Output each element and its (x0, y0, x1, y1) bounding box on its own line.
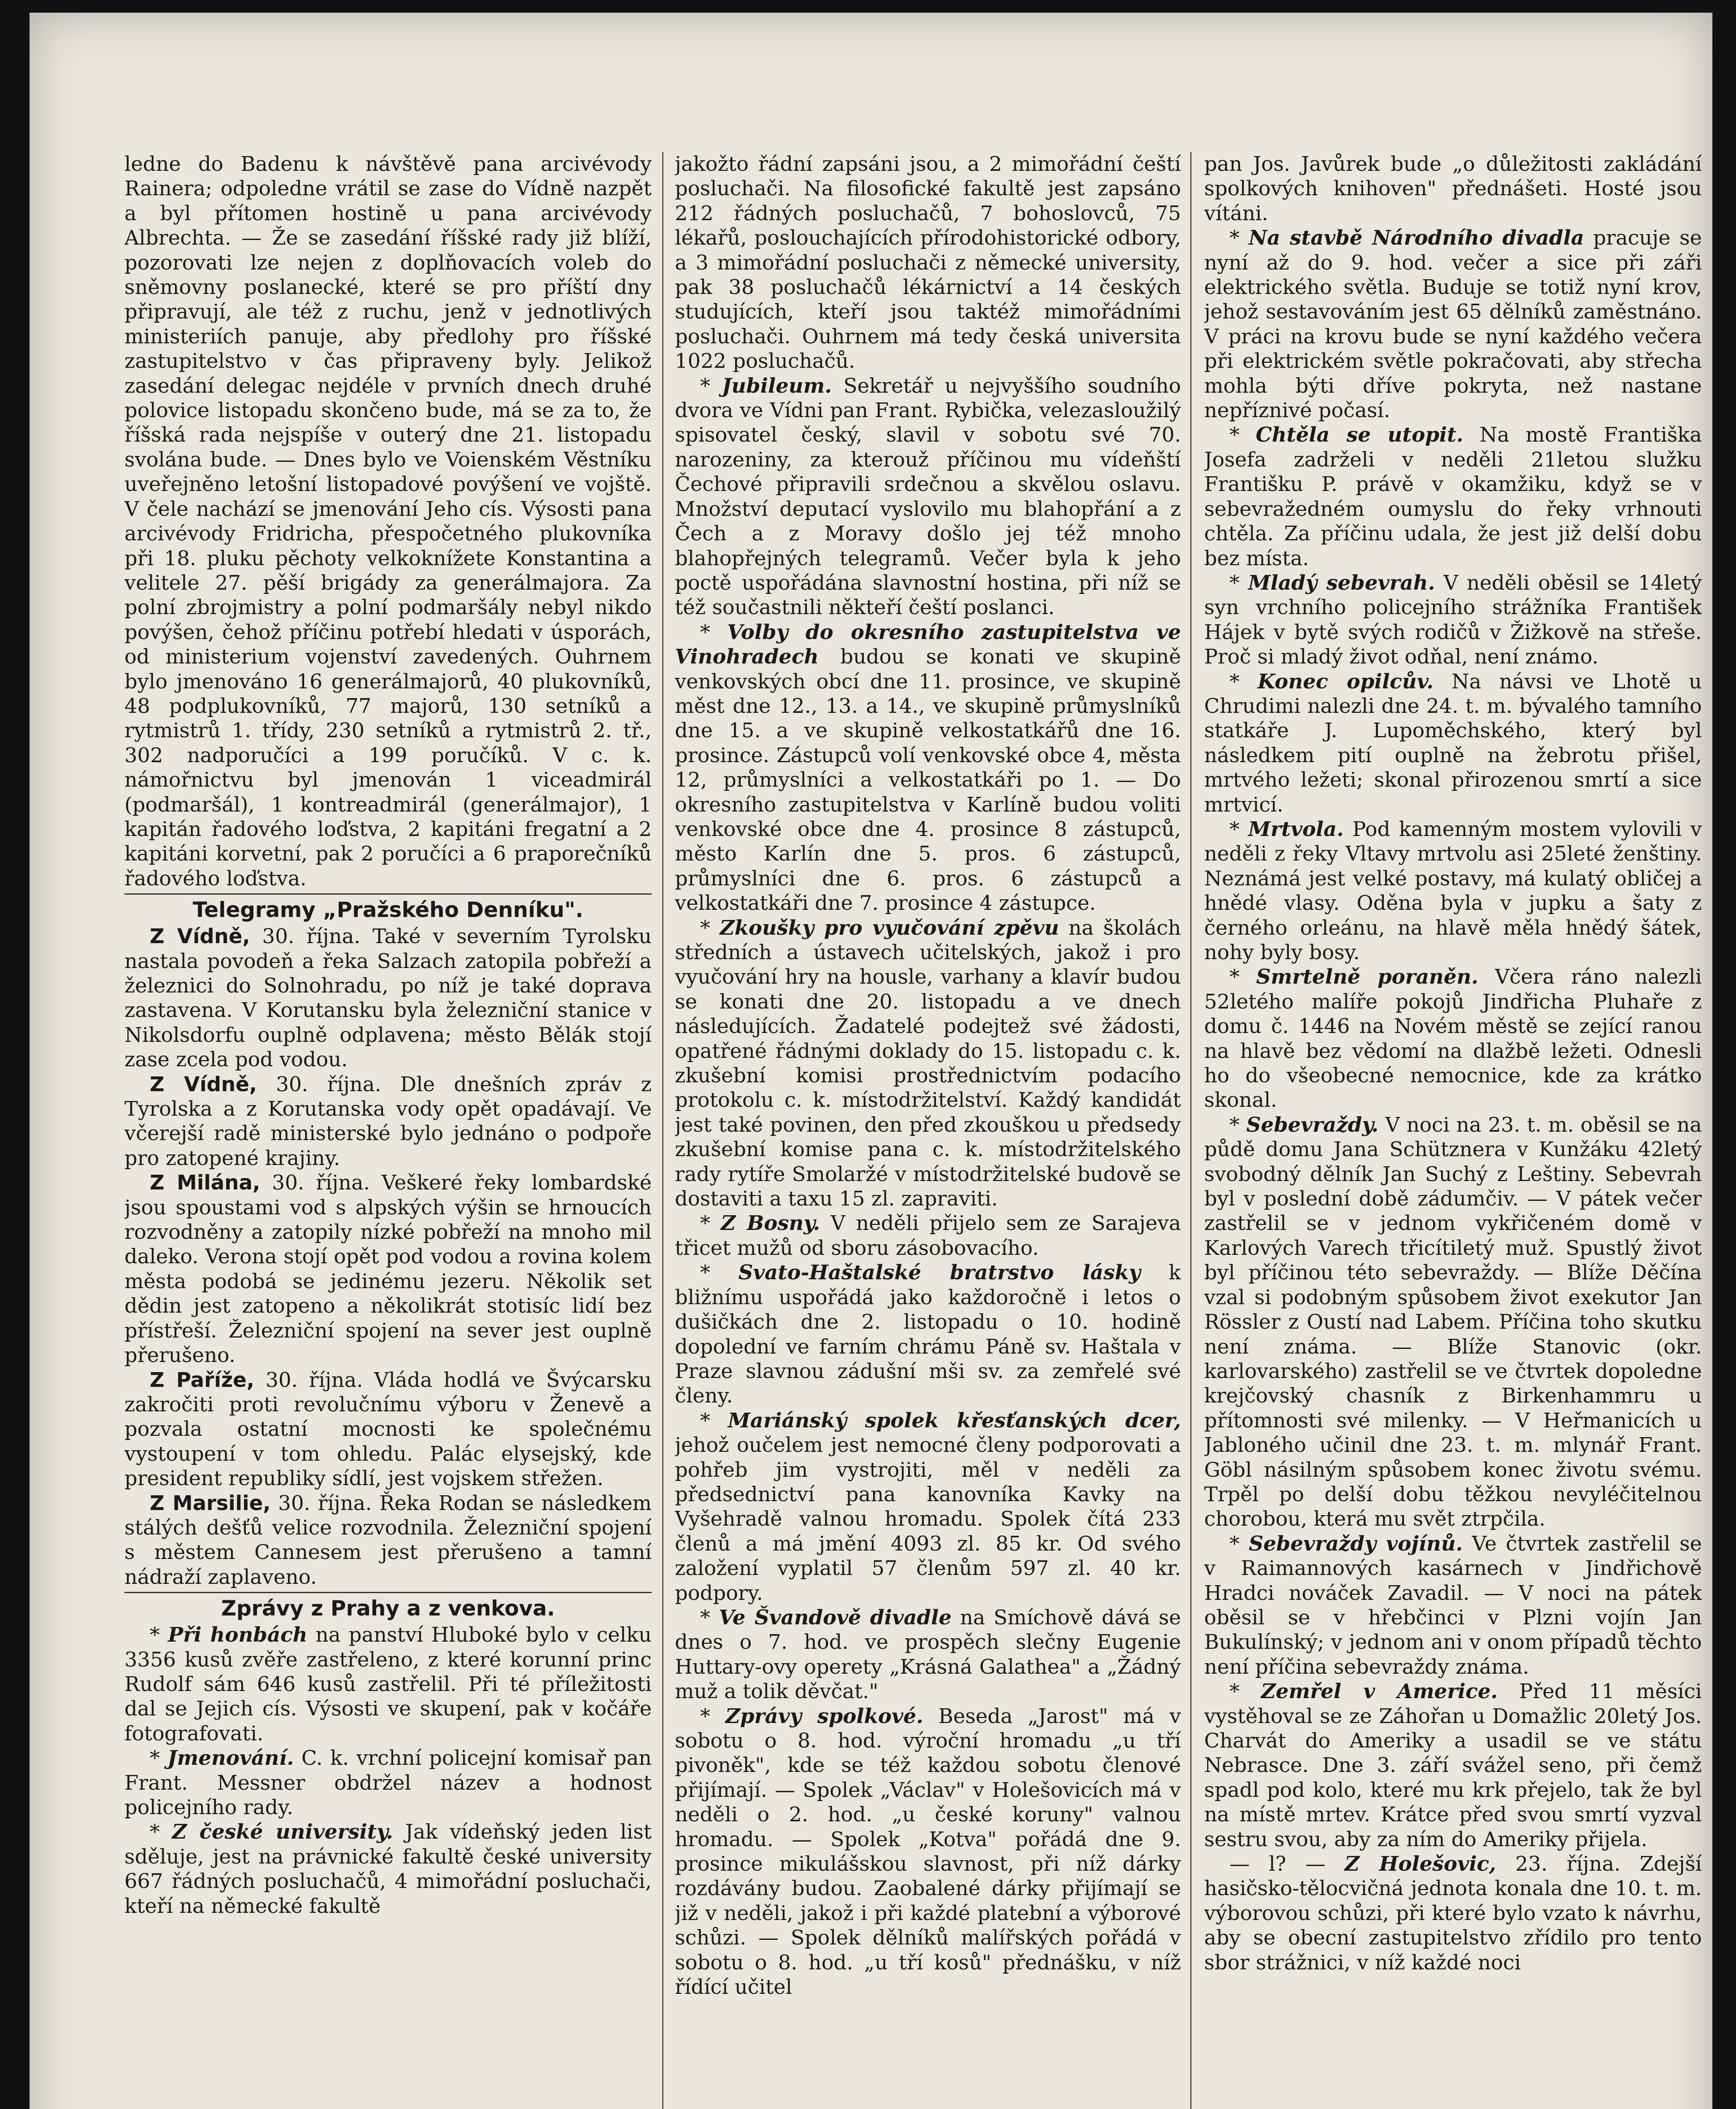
dateline: Z Vídně, (150, 1072, 257, 1096)
news-text: Pod kamenným mostem vylovili v neděli z řeky Vltavy mrtvolu asi 25leté ženštiny. Neznámá jest velké postavy, má kulatý obličej a hnědé vlasy. Oděna byla v jupku a šaty z černého orleánu, na hlavě měla hnědý šátek, nohy byly bosy. (1204, 817, 1702, 964)
news-text: jehož oučelem jest nemocné členy podporovati a pohřeb jim vystrojiti, měl v neděli za předsednictví pana kanovníka Kavky na Vyšehradě valnou hromadu. Spolek čítá 233 členů a má jmění 4093 zl. 85 kr. Od svého založení vyplatil 57 členům 597 zl. 40 kr. podpory. (675, 1433, 1181, 1605)
news-rubric: Jmenování. (167, 1746, 294, 1770)
newspaper-page (30, 13, 1712, 2109)
news-rubric: Sebevraždy vojínů. (1248, 1532, 1463, 1556)
news-item: * Ve Švandově divadle na Smíchově dává se dnes o 7. hod. ve prospěch slečny Eugenie Huttary-ovy operety „Krásná Galathea" a „Žádný muž a tolik děvčat." (675, 1605, 1181, 1704)
news-text: na Smíchově dává se dnes o 7. hod. ve prospěch slečny Eugenie Huttary-ovy operety „Krásná Galathea" a „Žádný muž a tolik děvčat." (675, 1605, 1181, 1704)
news-text: V neděli přijelo sem ze Sarajeva třicet mužů od sboru zásobovacího. (675, 1211, 1181, 1260)
news-rubric: Volby do okresního zastupitelstva ve Vinohradech (675, 620, 1181, 669)
telegram-item (124, 924, 652, 1072)
news-rubric: Z Holešovic, (1345, 1852, 1496, 1876)
column-2 (675, 152, 1181, 2109)
news-text: Včera ráno nalezli 52letého malíře pokojů Jindřicha Pluhaře z domu č. 1446 na Novém městě se zející ranou na hlavě bez vědomí na dlažbě ležeti. Odnesli ho do všeobecné nemocnice, kde za krátko skonal. (1204, 965, 1702, 1112)
news-item: * Volby do okresního zastupitelstva ve Vinohradech budou se konati ve skupině venkovských obcí dne 11. prosince, ve skupině měst dne 12., 13. a 14., ve skupině průmyslníků dne 15. a ve skupině velkostatkářů dne 16. prosince. Zástupců volí venkovské obce 4, města 12, průmyslníci a velkostatkáři po 1. — Do okresního zastupitelstva v Karlíně budou voliti venkovské obce dne 4. prosince 8 zástupců, město Karlín dne 5. pros. 6 zástupců, průmyslníci dne 6. pros. 6 zástupců a velkostatkáři dne 7. prosince 4 zástupce. (675, 620, 1181, 915)
telegram-text: 30. října. Dle dnešních zpráv z Tyrolska a z Korutanska vody opět opadávají. Ve včerejší radě ministerské bylo jednáno o podpoře pro zatopené krajiny. (124, 1072, 652, 1170)
news-text: Jak vídeňský jeden list sděluje, jest na právnické fakultě české university 667 řádných posluchačů, 4 mimořádní posluchači, kteří na německé fakultě (124, 1820, 652, 1918)
news-rubric: Z Bosny. (721, 1211, 820, 1235)
news-item: * Sebevraždy. V noci na 23. t. m. oběsil se na půdě domu Jana Schütznera v Kunžáku 42letý svobodný dělník Jan Suchý z Leštiny. Sebevrah byl v poslední době zádumčiv. — V pátek večer zastřelil se v jednom vykřičeném domě v Karlových Varech třicítiletý muž. Spustlý život byl příčinou této sebevraždy. — Blíže Děčína vzal si podobným spůsobem život exekutor Jan Rössler z Oustí nad Labem. Příčina toho skutku není známa. — Blíže Stanovic (okr. karlovarského) zastřelil se ve čtvrtek dopoledne krejčovský chasník z Birkenhammru u přítomnosti své milenky. — V Heřmanicích u Jabloného učinil dne 23. t. m. mlynář Frant. Göbl násilným spůsobem konec životu svému. Trpěl po delší dobu těžkou nevyléčitelnou chorobou, která mu svět ztrpčila. (1204, 1113, 1702, 1531)
news-text: budou se konati ve skupině venkovských obcí dne 11. prosince, ve skupině měst dne 12., 13. a 14., ve skupině průmyslníků dne 15. a ve skupině velkostatkářů dne 16. prosince. Zástupců volí venkovské obce 4, města 12, průmyslníci a velkostatkáři po 1. — Do okresního zastupitelstva v Karlíně budou voliti venkovské obce dne 4. prosince 8 zástupců, město Karlín dne 5. pros. 6 zástupců, průmyslníci dne 6. pros. 6 zástupců a velkostatkáři dne 7. prosince 4 zástupce. (675, 645, 1181, 915)
news-item: * Svato-Haštalské bratrstvo lásky k bližnímu uspořádá jako každoročně i letos o dušičkách dne 2. listopadu o 10. hodině dopolední ve farním chrámu Páně sv. Haštala v Praze slavnou zádušní mši sv. za zemřelé své členy. (675, 1261, 1181, 1408)
divider (124, 893, 652, 895)
news-rubric: Na stavbě Národního divadla (1248, 226, 1584, 250)
news-item: * Chtěla se utopit. Na mostě Františka Josefa zadrželi v neděli 21letou služku Františku P. právě v okamžiku, když se v sebevražedném oumyslu do řeky vrhnouti chtěla. Za příčinu udala, že jest již delší dobu bez místa. (1204, 423, 1702, 570)
news-text: Na mostě Františka Josefa zadrželi v neděli 21letou služku Františku P. právě v okamžiku, když se v sebevražedném oumyslu do řeky vrhnouti chtěla. Za příčinu udala, že jest již delší dobu bez místa. (1204, 423, 1702, 570)
news-rubric: Z české university. (172, 1820, 393, 1844)
news-item: * Z Bosny. V neděli přijelo sem ze Sarajeva třicet mužů od sboru zásobovacího. (675, 1211, 1181, 1260)
news-rubric: Zkoušky pro vyučování zpěvu (720, 916, 1059, 940)
article-paragraph: ledne do Badenu k návštěvě pana arcivévody Rainera; odpoledne vrátil se zase do Vídně nazpět a byl přítomen hostině u pana arcivévody Albrechta. — Že se zasedání říšské rady již blíží, pozorovati lze nejen z doplňovacích voleb do sněmovny poslanecké, které se pro příští dny připravují, ale též z ruchu, jenž v jednotlivých ministeriích panuje, aby předlohy pro říšské zastupitelstvo v čas připraveny byly. Jelikož zasedání delegac nejdéle v prvních dnech druhé polovice listopadu skončeno bude, má se za to, že říšská rada nejspíše v outerý dne 21. listopadu svolána bude. — Dnes bylo ve Voienském Věstníku uveřejněno letošní listopadové povýšení ve vojště. V čele nachází se jmenování Jeho cís. Výsosti pana arcivévody Fridricha, přespočetného plukovníka při 18. pluku pěchoty velkoknížete Konstantina a velitele 27. pěší brigády za generálmajora. Za polní zbrojmistry a polní podmaršály nebyl nikdo povýšen, čehož příčinu potřebí hledati v úsporách, od ministerium vojenství zavedených. Ouhrnem bylo jmenováno 16 generálmajorů, 40 plukovníků, 48 podplukovníků, 77 majorů, 130 setníků a rytmistrů 1. třídy, 230 setníků a rytmistrů 2. tř., 302 nadporučíci a 199 poručíků. V c. k. námořnictvu byl jmenován 1 viceadmirál (podmaršál), 1 kontreadmirál (generálmajor), 1 kapitán řadového loďstva, 2 kapitáni fregatní a 2 kapitáni korvetní, pak 2 poručíci a 6 praporečníků řadového loďstva. (124, 152, 652, 890)
news-item: * Při honbách na panství Hluboké bylo v celku 3356 kusů zvěře zastřeleno, z které korunní princ Rudolf sám 646 kusů zastřelil. Při té příležitosti dal se Jejich cís. Výsosti ve skupení, pak v kočáře fotografovati. (124, 1623, 652, 1745)
news-text: Na návsi ve Lhotě u Chrudimi nalezli dne 24. t. m. bývalého tamního statkáře J. Lupoměchského, který byl následkem pití ouplně na žebrotu přišel, mrtvého ležeti; skonal přirozenou smrtí a sice mrtvicí. (1204, 669, 1702, 817)
dateline: Z Paříže, (150, 1368, 254, 1392)
news-text: na školách středních a ústavech učitelských, jakož i pro vyučování hry na housle, varhany a klavír budou se konati dne 20. listopadu a ve dnech následujících. Žadatelé podejtež své žádosti, opatřené řádnými doklady do 15. listopadu c. k. zkušební komisi prostřednictvím podacího protokolu c. k. místodržitelství. Každý kandidát jest také povinen, den před zkouškou u předsedy zkušební komise pana c. k. místodržitelského rady rytíře Smolaržé v místodržitelské budově se dostaviti a taxu 15 zl. zapraviti. (675, 916, 1181, 1211)
news-item: * Konec opilcův. Na návsi ve Lhotě u Chrudimi nalezli dne 24. t. m. bývalého tamního statkáře J. Lupoměchského, který byl následkem pití ouplně na žebrotu přišel, mrtvého ležeti; skonal přirozenou smrtí a sice mrtvicí. (1204, 669, 1702, 817)
news-item: * Mariánský spolek křesťanských dcer, jehož oučelem jest nemocné členy podporovati a pohřeb jim vystrojiti, měl v neděli za předsednictví pana kanovníka Kavky na Vyšehradě valnou hromadu. Spolek čítá 233 členů a má jmění 4093 zl. 85 kr. Od svého založení vyplatil 57 členům 597 zl. 40 kr. podpory. (675, 1408, 1181, 1605)
news-rubric: Při honbách (168, 1623, 307, 1647)
telegram-text: 30. října. Vláda hodlá ve Švýcarsku zakročiti proti revolučnímu výboru v Ženevě a pozvala ostatní mocnosti ke společnému vystoupení v tom ohledu. Palác elysejský, kde president republiky sídlí, jest vojskem střežen. (124, 1368, 652, 1491)
section-heading-telegrams: Telegramy „Pražského Denníku". (192, 898, 584, 922)
telegram-text: 30. října. Také v severním Tyrolsku nastala povodeň a řeka Salzach zatopila pobřeží a železnici do Solnohradu, po níž je také doprava zastavena. V Korutansku byla železniční stanice v Nikolsdorfu ouplně odplavena; město Bělák stojí zase zcela pod vodou. (124, 925, 652, 1072)
news-rubric: Zemřel v Americe. (1261, 1680, 1498, 1704)
dateline: Z Vídně, (150, 925, 250, 949)
news-item: * Zemřel v Americe. Před 11 měsíci vystěhoval se ze Záhořan u Domažlic 20letý Jos. Charvát do Ameriky a usadil se ve státu Nebrasce. Dne 3. září svážel seno, při čemž spadl pod kolo, které mu krk přejelo, tak že byl na místě mrtev. Krátce před svou smrtí vyzval sestru svou, aby za ním do Ameriky přijela. (1204, 1680, 1702, 1851)
author-mark: — l? — (1229, 1852, 1345, 1876)
dateline: Z Milána, (150, 1171, 260, 1195)
news-text: na panství Hluboké bylo v celku 3356 kusů zvěře zastřeleno, z které korunní princ Rudolf sám 646 kusů zastřelil. Při té příležitosti dal se Jejich cís. Výsosti ve skupení, pak v kočáře fotografovati. (124, 1623, 652, 1745)
news-rubric: Zprávy spolkové. (725, 1704, 924, 1728)
news-item: * Zkoušky pro vyučování zpěvu na školách středních a ústavech učitelských, jakož i pro vyučování hry na housle, varhany a klavír budou se konati dne 20. listopadu a ve dnech následujících. Žadatelé podejtež své žádosti, opatřené řádnými doklady do 15. listopadu c. k. zkušební komisi prostřednictvím podacího protokolu c. k. místodržitelství. Každý kandidát jest také povinen, den před zkouškou u předsedy zkušební komise pana c. k. místodržitelského rady rytíře Smolaržé v místodržitelské budově se dostaviti a taxu 15 zl. zapraviti. (675, 916, 1181, 1211)
dateline: Z Marsilie, (150, 1491, 271, 1515)
column-1 (124, 152, 652, 2109)
telegram-item (124, 1491, 652, 1590)
news-item: * Na stavbě Národního divadla pracuje se nyní až do 9. hod. večer a sice při záři elektrického světla. Buduje se totiž nyní krov, jehož sestavováním jest 65 dělníků zaměstnáno. V práci na krovu bude se nyní každého večera při elektrickém světle pokračovati, aby střecha mohla býti dříve pokryta, než nastane nepříznivé počasí. (1204, 226, 1702, 423)
column-rule (1190, 152, 1191, 2109)
news-text: V noci na 23. t. m. oběsil se na půdě domu Jana Schütznera v Kunžáku 42letý svobodný dělník Jan Suchý z Leštiny. Sebevrah byl v poslední době zádumčiv. — V pátek večer zastřelil se v jednom vykřičeném domě v Karlových Varech třicítiletý muž. Spustlý život byl příčinou této sebevraždy. — Blíže Děčína vzal si podobným spůsobem život exekutor Jan Rössler z Oustí nad Labem. Příčina toho skutku není známa. — Blíže Stanovic (okr. karlovarského) zastřelil se ve čtvrtek dopoledne krejčovský chasník z Birkenhammru u přítomnosti své milenky. — V Heřmanicích u Jabloného učinil dne 23. t. m. mlynář Frant. Göbl násilným spůsobem konec životu svému. Trpěl po delší dobu těžkou nevyléčitelnou chorobou, která mu svět ztrpčila. (1204, 1113, 1702, 1531)
article-paragraph: pan Jos. Javůrek bude „o důležitosti zakládání spolkových knihoven" přednášeti. Hosté jsou vítáni. (1204, 152, 1702, 225)
telegram-item (124, 1072, 652, 1171)
divider (124, 1592, 652, 1593)
news-item: * Jmenování. C. k. vrchní policejní komisař pan Frant. Messner obdržel název a hodnost policejního rady. (124, 1746, 652, 1819)
news-item: * Mrtvola. Pod kamenným mostem vylovili v neděli z řeky Vltavy mrtvolu asi 25leté ženštiny. Neznámá jest velké postavy, má kulatý obličej a hnědé vlasy. Oděna byla v jupku a šaty z černého orleánu, na hlavě měla hnědý šátek, nohy byly bosy. (1204, 817, 1702, 964)
news-rubric: Jubileum. (722, 374, 832, 398)
news-rubric: Mladý sebevrah. (1248, 571, 1435, 595)
news-rubric: Sebevraždy. (1246, 1113, 1379, 1137)
news-item: * Smrtelně poraněn. Včera ráno nalezli 52letého malíře pokojů Jindřicha Pluhaře z domu č. 1446 na Novém městě se zející ranou na hlavě bez vědomí na dlažbě ležeti. Odnesli ho do všeobecné nemocnice, kde za krátko skonal. (1204, 965, 1702, 1112)
news-item: * Sebevraždy vojínů. Ve čtvrtek zastřelil se v Raimannových kasárnech v Jindřichově Hradci nováček Zavadil. — V noci na pátek oběsil se v hřebčinci v Plzni vojín Jan Bukulínský; v jednom ani v onom případů těchto není příčina sebevraždy známa. (1204, 1532, 1702, 1679)
news-rubric: Smrtelně poraněn. (1256, 965, 1479, 989)
telegram-item (124, 1170, 652, 1367)
telegram-text: 30. října. Řeka Rodan se následkem stálých dešťů velice rozvodnila. Železniční spojení s městem Cannesem jest přerušeno a tamní nádraží zaplaveno. (124, 1491, 652, 1589)
news-text: Před 11 měsíci vystěhoval se ze Záhořan u Domažlic 20letý Jos. Charvát do Ameriky a usadil se ve státu Nebrasce. Dne 3. září svážel seno, při čemž spadl pod kolo, které mu krk přejelo, tak že byl na místě mrtev. Krátce před svou smrtí vyzval sestru svou, aby za ním do Ameriky přijela. (1204, 1680, 1702, 1851)
news-rubric: Svato-Haštalské bratrstvo lásky (738, 1261, 1141, 1285)
news-item: * Jubileum. Sekretář u nejvyššího soudního dvora ve Vídni pan Frant. Rybička, velezasloužilý spisovatel český, slavil v sobotu své 70. narozeniny, za kterouž příčinou mu vídeňští Čechové připravili srdečnou a skvělou oslavu. Množství deputací vyslovilo mu blahopřání a z Čech a z Moravy došlo jej též mnoho blahopřejných telegramů. Večer byla k jeho poctě uspořádána slavnostní hostina, při níž se též součastnili někteří čeští poslanci. (675, 374, 1181, 620)
news-text: Sekretář u nejvyššího soudního dvora ve Vídni pan Frant. Rybička, velezasloužilý spisovatel český, slavil v sobotu své 70. narozeniny, za kterouž příčinou mu vídeňští Čechové připravili srdečnou a skvělou oslavu. Množství deputací vyslovilo mu blahopřání a z Čech a z Moravy došlo jej též mnoho blahopřejných telegramů. Večer byla k jeho poctě uspořádána slavnostní hostina, při níž se též součastnili někteří čeští poslanci. (675, 374, 1181, 620)
section-heading-news: Zprávy z Prahy a z venkova. (221, 1596, 555, 1621)
news-item (1204, 1852, 1702, 1975)
column-3 (1204, 152, 1702, 2109)
news-text: k bližnímu uspořádá jako každoročně i letos o dušičkách dne 2. listopadu o 10. hodině dopolední ve farním chrámu Páně sv. Haštala v Praze slavnou zádušní mši sv. za zemřelé své členy. (675, 1261, 1181, 1408)
telegram-item (124, 1368, 652, 1491)
news-item: * Mladý sebevrah. V neděli oběsil se 14letý syn vrchního policejního strážníka František Hájek v bytě svých rodičů v Žižkově na střeše. Proč si mladý život odňal, není známo. (1204, 571, 1702, 669)
news-text: 23. října. Zdejší hasičsko-tělocvičná jednota konala dne 10. t. m. výborovou schůzi, při které bylo vzato k návrhu, aby se obecní zastupitelstvo zřídilo pro tento sbor strážnici, v níž každé noci (1204, 1852, 1702, 1974)
news-item: * Zprávy spolkové. Beseda „Jarost" má v sobotu o 8. hod. výroční hromadu „u tří pivoněk", kde se též každou sobotu členové přijímají. — Spolek „Václav" v Holešovicích má v neděli o 2. hod. „u české koruny" valnou hromadu. — Spolek „Kotva" pořádá dne 9. prosince mikulášskou slavnost, při níž dárky rozdávány budou. Zaobalené dárky přijímají se již v neděli, jakož i při každé platební a výborové schůzi. — Spolek dělníků malířských pořádá v sobotu o 8. hod. „u tří kosů" přednášku, v níž řídící učitel (675, 1704, 1181, 1999)
news-text: C. k. vrchní policejní komisař pan Frant. Messner obdržel název a hodnost policejního rady. (124, 1746, 652, 1819)
news-rubric: Mrtvola. (1248, 817, 1344, 841)
news-rubric: Mariánský spolek křesťanských dcer, (728, 1408, 1181, 1432)
news-rubric: Ve Švandově divadle (719, 1605, 952, 1629)
news-rubric: Chtěla se utopit. (1256, 423, 1464, 447)
news-item: * Z české university. Jak vídeňský jeden list sděluje, jest na právnické fakultě české university 667 řádných posluchačů, 4 mimořádní posluchači, kteří na německé fakultě (124, 1820, 652, 1918)
column-rule (662, 152, 663, 2109)
news-rubric: Konec opilcův. (1257, 669, 1434, 693)
news-text: Ve čtvrtek zastřelil se v Raimannových kasárnech v Jindřichově Hradci nováček Zavadil. — V noci na pátek oběsil se v hřebčinci v Plzni vojín Jan Bukulínský; v jednom ani v onom případů těchto není příčina sebevraždy známa. (1204, 1532, 1702, 1679)
news-text: Beseda „Jarost" má v sobotu o 8. hod. výroční hromadu „u tří pivoněk", kde se též každou sobotu členové přijímají. — Spolek „Václav" v Holešovicích má v neděli o 2. hod. „u české koruny" valnou hromadu. — Spolek „Kotva" pořádá dne 9. prosince mikulášskou slavnost, při níž dárky rozdávány budou. Zaobalené dárky přijímají se již v neděli, jakož i při každé platební a výborové schůzi. — Spolek dělníků malířských pořádá v sobotu o 8. hod. „u tří kosů" přednášku, v níž řídící učitel (675, 1704, 1181, 1999)
news-text: V neděli oběsil se 14letý syn vrchního policejního strážníka František Hájek v bytě svých rodičů v Žižkově na střeše. Proč si mladý život odňal, není známo. (1204, 571, 1702, 669)
news-text: pracuje se nyní až do 9. hod. večer a sice při záři elektrického světla. Buduje se totiž nyní krov, jehož sestavováním jest 65 dělníků zaměstnáno. V práci na krovu bude se nyní každého večera při elektrickém světle pokračovati, aby střecha mohla býti dříve pokryta, než nastane nepříznivé počasí. (1204, 226, 1702, 423)
telegram-text: 30. října. Veškeré řeky lombardské jsou spoustami vod s alpských výšin se hrnoucích rozvodněny a zatopily nízké pobřeží na mnoho mil daleko. Verona stojí opět pod vodou a rovina kolem města podobá se jedinému jezeru. Několik set dědin jest zatopeno a několikrát stotisíc lidí bez přístřeší. Železniční spojení na sever jest ouplně přerušeno. (124, 1171, 652, 1367)
article-paragraph: jakožto řádní zapsáni jsou, a 2 mimořádní čeští posluchači. Na filosofické fakultě jest zapsáno 212 řádných posluchačů, 7 bohoslovců, 75 lékařů, poslouchajících přírodohistorické odbory, a 3 mimořádní posluchači z německé university, pak 38 posluchačů lékárnictví a 14 českých studujících, kteří jsou taktéž mimořádními posluchači. Ouhrnem má tedy česká universita 1022 posluchačů. (675, 152, 1181, 373)
